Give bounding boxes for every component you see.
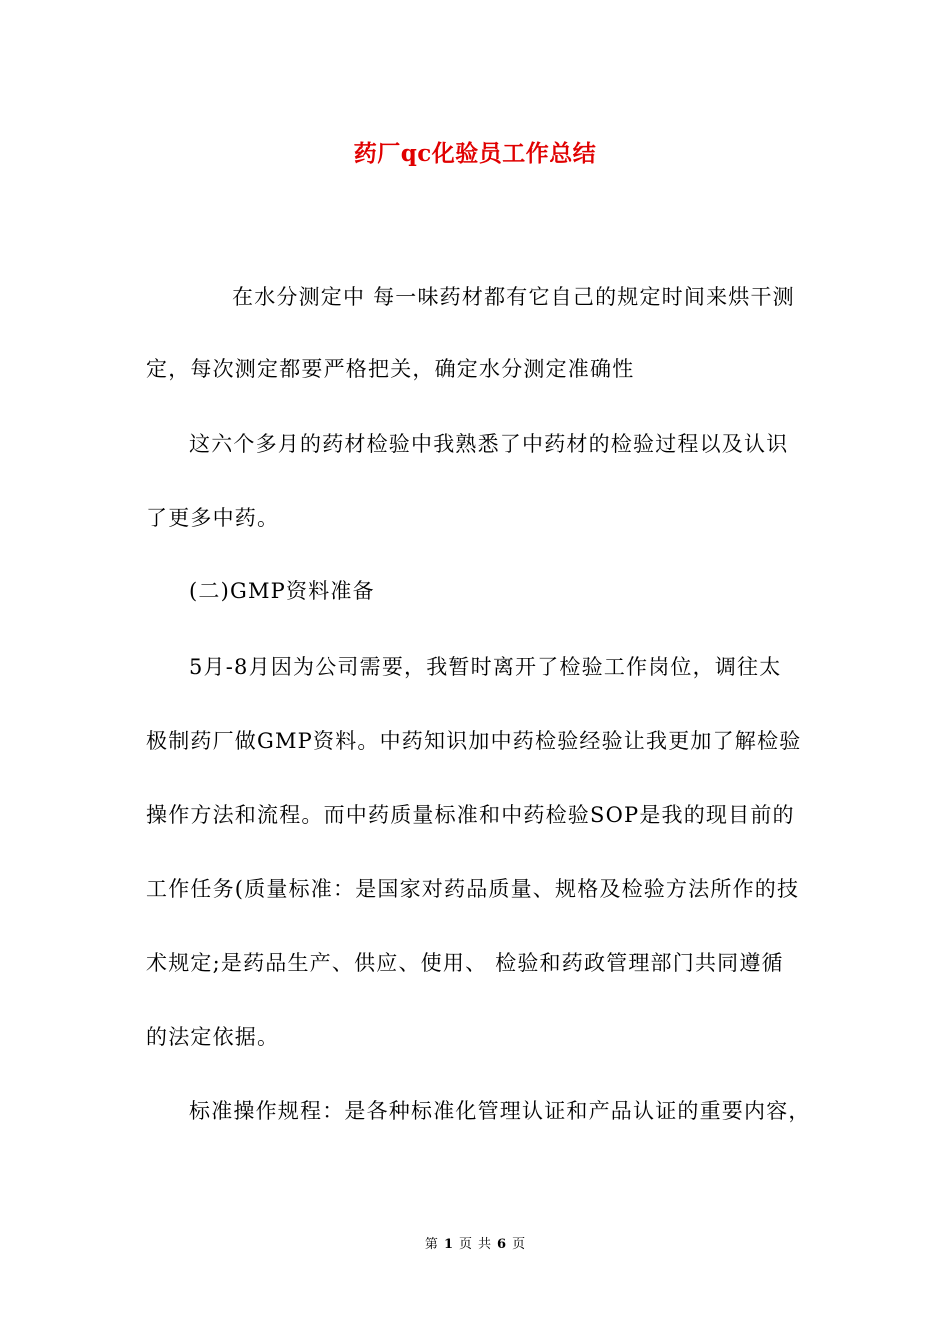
paragraph-line-1: 在水分测定中 每一味药材都有它自己的规定时间来烘干测 — [232, 285, 795, 309]
paragraph-line-7: 极制药厂做GMP资料。中药知识加中药检验经验让我更加了解检验 — [146, 729, 802, 753]
document-title: 药厂qc化验员工作总结 — [353, 140, 597, 167]
paragraph-line-8: 操作方法和流程。而中药质量标准和中药检验SOP是我的现目前的 — [146, 803, 795, 827]
section-heading: (二)GMP资料准备 — [189, 579, 375, 603]
paragraph-line-10: 术规定;是药品生产、供应、使用、 检验和药政管理部门共同遵循 — [146, 951, 784, 975]
paragraph-line-12: 标准操作规程：是各种标准化管理认证和产品认证的重要内容， — [189, 1099, 811, 1123]
footer-prefix: 第 — [424, 1237, 438, 1252]
paragraph-line-3: 这六个多月的药材检验中我熟悉了中药材的检验过程以及认识 — [189, 432, 789, 456]
paragraph-line-11: 的法定依据。 — [146, 1025, 280, 1049]
page-footer — [0, 1236, 950, 1254]
footer-suffix: 页 — [512, 1237, 526, 1252]
paragraph-line-9: 工作任务(质量标准：是国家对药品质量、规格及检验方法所作的技 — [146, 877, 800, 901]
paragraph-line-4: 了更多中药。 — [146, 506, 280, 530]
paragraph-line-6: 5月-8月因为公司需要，我暂时离开了检验工作岗位，调往太 — [189, 655, 782, 679]
footer-total-pages: 6 — [497, 1237, 507, 1252]
footer-page-word: 页 — [458, 1237, 472, 1252]
footer-page-number: 1 — [443, 1237, 453, 1252]
paragraph-line-2: 定，每次测定都要严格把关，确定水分测定准确性 — [146, 357, 635, 381]
footer-total-word: 共 — [478, 1237, 492, 1252]
